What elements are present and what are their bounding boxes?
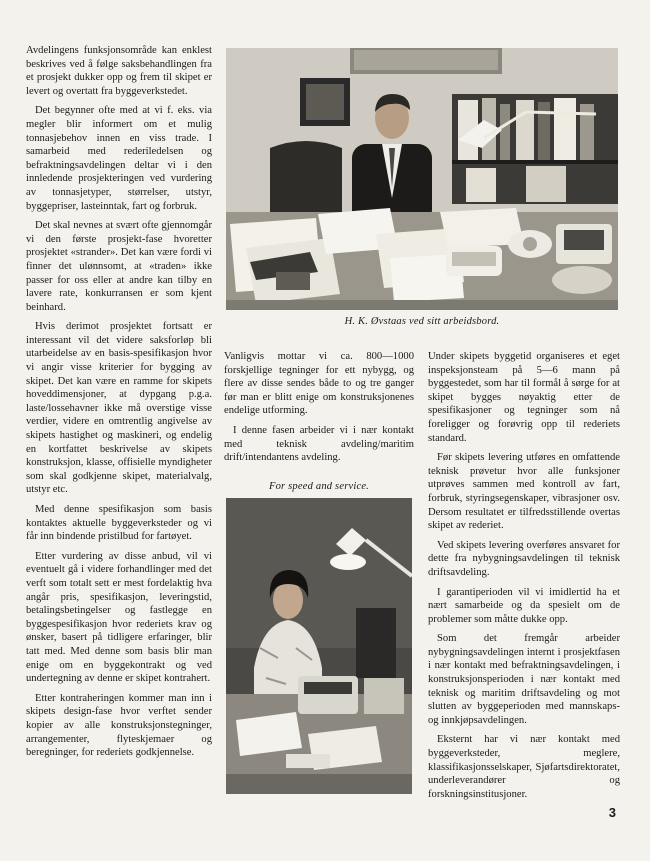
paragraph: Det begynner ofte med at vi f. eks. via megler blir informert om et mulig tonnasjebehov innen en viss trade. I samarbeid med rederiledelsen og befraktningsavdelingen deltar vi i den innledende prosjekteringen ved vurdering av tonnasjetyper, størrelser, utstyr, byggepriser, lasteinntak, fart og forbruk. [26, 105, 212, 212]
paragraph: Vanligvis mottar vi ca. 800—1000 forskjellige tegninger for ett nybygg, og flere av disse sendes både to og tre ganger før man er blitt enige om konstruksjonenes endelige utforming. [224, 351, 414, 417]
photo-caption: For speed and service. [268, 481, 370, 492]
paragraph: Som det fremgår arbeider nybygningsavdelingen internt i prosjektfasen i nær kontakt med befraktningsavdelingen, i konstruksjonsperioden i nær kontakt med teknisk og maritim driftsavdeling og mot slutten av byggeperioden med mannskaps- og innkjøpsavdelingen. [428, 633, 620, 726]
paragraph: Hvis derimot prosjektet fortsatt er interessant vil det videre saksforløp bli utarbeidelse av en basis-spesifikasjon hvor vi angir visse kriterier for bygging av skipet. Det kan være en ramme for skipets hoveddimensjoner, at dypgang p.g.a. laste/lossehavner ikke må overstige visse verdier, videre en omtrentlig angivelse av skipets hastighet og maskineri, og endelig en kortfattet beskrivelse av skipets konstruksjon, klasse, offisielle myndigheter som skal godkjenne skipet, materialvalg, utstyr etc. [26, 321, 212, 496]
office-desk-photo [226, 48, 618, 310]
paragraph: Før skipets levering utføres en omfattende teknisk prøvetur hvor alle funksjoner utprøves sammen med kontroll av fart, forbruk, styringsegenskaper, vibrasjoner osv. Dersom resultatet er tilfredsstillende overtas skipet av rederiet. [428, 452, 620, 532]
office-desk-illustration [226, 48, 618, 310]
paragraph: Avdelingens funksjonsområde kan enklest beskrives ved å følge saksbehandlingen fra et prosjekt dukker opp og frem til skipet er levert og overtatt fra byggeverkstedet. [26, 45, 212, 97]
text-column-2 [224, 350, 414, 471]
paragraph: Etter kontraheringen kommer man inn i skipets design-fase hvor verftet sender kopier av alle konstruksjonstegninger, arrangementer, flyteskjemaer og beregninger, for rederiets godkjennelse. [26, 692, 212, 759]
paragraph: Med denne spesifikasjon som basis kontaktes aktuelle byggeverksteder og vi får inn bindende pristilbud for fartøyet. [26, 504, 212, 543]
page-number: 3 [608, 805, 616, 820]
paragraph: Eksternt har vi nær kontakt med byggeverksteder, meglere, klassifikasjonsselskaper, Sjøfartsdirektoratet, underleverandører og forskningsinstitusjoner. [428, 734, 620, 800]
text-column-1 [26, 44, 212, 766]
text-column-3 [428, 350, 620, 807]
paragraph: I denne fasen arbeider vi i nær kontakt med teknisk avdeling/maritim drift/intendantens avdeling. [224, 424, 414, 464]
paragraph: Under skipets byggetid organiseres et eget inspeksjonsteam på 5—6 mann på byggestedet, som har til formål å sørge for at skipet bygges nøyaktig etter de spesifikasjoner og tegninger som nå foreligger og forøvrig opp til rederiets standard. [428, 351, 620, 444]
typist-illustration [226, 498, 412, 794]
typist-photo [226, 498, 412, 794]
paragraph: Etter vurdering av disse anbud, vil vi eventuelt gå i videre forhandlinger med det verft som totalt sett er mest fordelaktig hva angår pris, spesifikasjon, leveringstid, betalingsbetingelser og fastlegge en byggespesifikasjon hvor rederiets krav og ønsker, basert på tidligere erfaringer, blir tatt med. Med denne som basis blir man enige om en byggekontrakt og ved undertegning av denne er skipet kontrahert. [26, 550, 212, 685]
paragraph: Ved skipets levering overføres ansvaret for dette fra nybygningsavdelingen til teknisk driftsavdeling. [428, 539, 620, 578]
photo-caption: H. K. Øvstaas ved sitt arbeidsbord. [344, 316, 500, 327]
paragraph: I garantiperioden vil vi imidlertid ha et nært samarbeide og da spesielt om de problemer som måtte dukke opp. [428, 586, 620, 625]
paragraph: Det skal nevnes at svært ofte gjennomgår vi den første prosjekt-fase hvoretter prosjektet «strander». Det kan være fordi vi finner det ulønnsomt, at «traden» ikke passer for oss eller at andre kan tilby en lavere rate, konkurransen er som kjent beinhard. [26, 220, 212, 313]
